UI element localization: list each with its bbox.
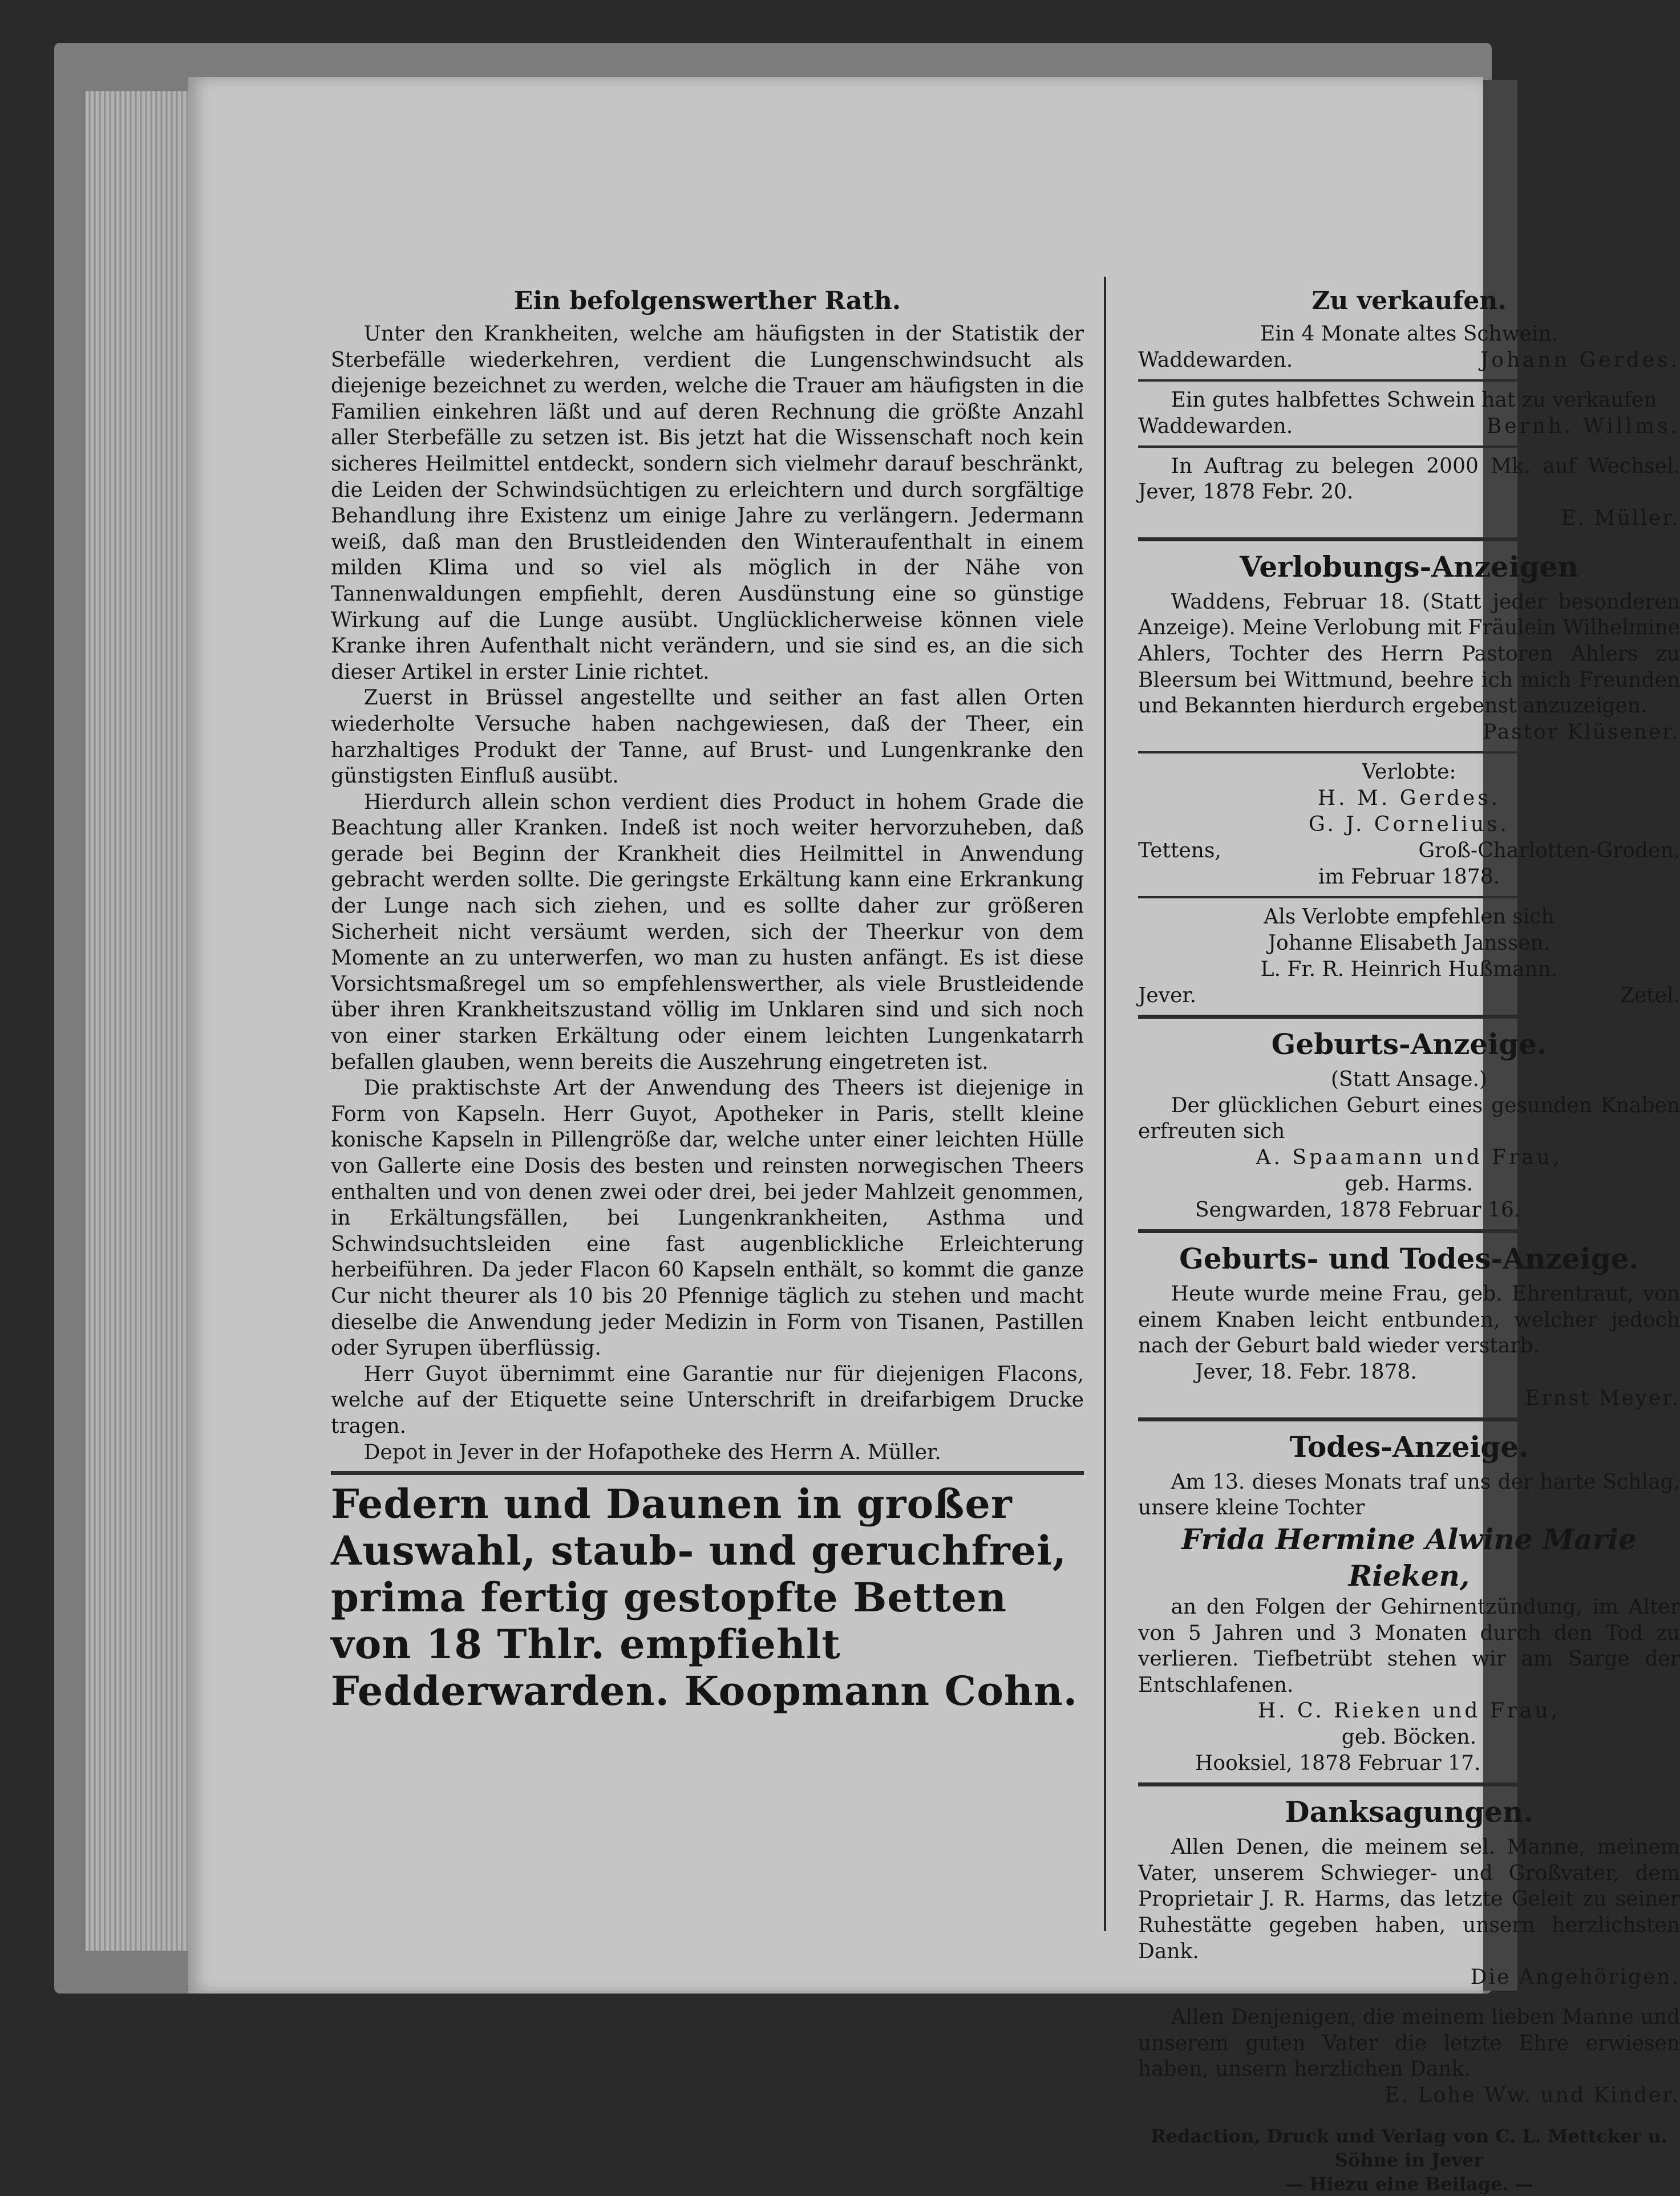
supplement-note: — Hiezu eine Beilage. — — [1285, 2173, 1533, 2195]
separator — [1138, 379, 1680, 382]
deceased-name: Frida Hermine Alwine Marie — [1181, 1522, 1637, 1556]
thanks2-text: Allen Denjenigen, die meinem lieben Manne und unserem guten Vater die letzte Ehre erwiesen haben, unsern herzlichen Dank. — [1138, 2005, 1680, 2081]
sale1-signature — [1138, 347, 1680, 374]
engaged2-name: Johanne Elisabeth Janssen. — [1268, 931, 1551, 955]
article-paragraph: Hierdurch allein schon verdient dies Product in hohem Grade die Beachtung aller Kranken. Indeß ist noch weiter hervorzuheben, daß gerade bei Beginn der Krankheit dies Heilmittel in Anwendung gebracht werden sollte. Die geringste Erkältung kann eine Erkrankung der Lunge nach sich ziehen, und es sollte daher zur größeren Sicherheit nicht versäumt werden, sich der Theerkur von dem Momente an zu unterwerfen, wo man zu husten anfängt. Es ist diese Vorsichtsmaßregel um so empfehlenswerther, als viele Brustleidende über ihren Krankheitszustand völlig im Unklaren sind und sich noch von einer starken Erkältung oder einem leichten Lungenkatarrh befallen glauben, wenn bereits die Auszehrung eingetreten ist. — [331, 790, 1084, 1074]
engaged-name: G. J. Cornelius. — [1309, 812, 1509, 836]
engaged2-place-left: Jever. — [1138, 983, 1197, 1007]
birth-subtitle: (Statt Ansage.) — [1331, 1067, 1487, 1091]
thanks1-signature: Die Angehörigen. — [1470, 1966, 1680, 1990]
birth-name: A. Spaamann und Frau, — [1256, 1145, 1562, 1169]
engaged-label: Verlobte: — [1362, 760, 1456, 784]
engagement-title: Verlobungs-Anzeigen — [1240, 549, 1578, 584]
engagement-signature: Pastor Klüsener. — [1483, 720, 1680, 744]
ad-line: von 18 Thlr. empfiehlt — [331, 1620, 841, 1668]
right-column — [1138, 282, 1680, 2196]
birthdeath-title: Geburts- und Todes-Anzeige. — [1179, 1241, 1639, 1275]
left-column — [331, 282, 1084, 1715]
sale2-signature — [1138, 414, 1680, 440]
engaged2-place-right: Zetel. — [1620, 983, 1680, 1007]
engaged-place-left: Tettens, — [1138, 838, 1221, 862]
loan-text: In Auftrag zu belegen 2000 Mk. auf Wechsel. Jever, 1878 Febr. 20. — [1138, 454, 1680, 504]
engaged2-intro: Als Verlobte empfehlen sich — [1264, 905, 1554, 929]
ad-line: Federn und Daunen in großer — [331, 1480, 1013, 1528]
article-paragraph: Zuerst in Brüssel angestellte und seither an fast allen Orten wiederholte Versuche haben nachgewiesen, daß der Theer, ein harzhaltiges Produkt der Tanne, auf Brust- und Lungenkranke den günstigsten Einfluß ausübt. — [331, 686, 1084, 788]
ad-line: Auswahl, staub- und geruchfrei, — [331, 1527, 1067, 1575]
birthdeath-signature: Ernst Meyer. — [1525, 1386, 1680, 1410]
thanks2-signature: E. Lohe Ww. und Kinder. — [1385, 2084, 1680, 2108]
newspaper-page — [188, 77, 1680, 2195]
article-title: Ein befolgenswerther Rath. — [513, 286, 901, 315]
article-paragraph: Unter den Krankheiten, welche am häufigsten in der Statistik der Sterbefälle wiederkehren, verdient die Lungenschwindsucht als diejenige bezeichnet zu werden, welche die Trauer am häufigsten in die Familien einkehren läßt und auf deren Rechnung die größte Anzahl aller Sterbefälle zu setzen ist. Bis jetzt hat die Wissenschaft noch kein sicheres Heilmittel entdeckt, sondern sich vielmehr darauf beschränkt, die Leiden der Schwindsüchtigen zu erleichtern und durch sorgfältige Behandlung ihre Existenz um einige Jahre zu verlängern. Jedermann weiß, daß man den Brustleidenden den Winteraufenthalt in einem milden Klima und so viel als möglich in der Nähe von Tannenwaldungen empfiehlt, deren Ausdünstung eine so günstige Wirkung auf die Lunge ausübt. Unglücklicherweise können viele Kranke ihren Aufenthalt nicht verändern, und sie sind es, an die sich dieser Artikel in erster Linie richtet. — [331, 322, 1084, 684]
separator — [1138, 1417, 1680, 1421]
death-date: Hooksiel, 1878 Februar 17. — [1195, 1752, 1481, 1776]
separator — [1138, 1782, 1680, 1786]
article-paragraph: Depot in Jever in der Hofapotheke des Herrn A. Müller. — [363, 1440, 941, 1464]
birth-name: geb. Harms. — [1345, 1172, 1473, 1196]
thanks1-text: Allen Denen, die meinem sel. Manne, meinem Vater, unserem Schwieger- und Großvater, dem Proprietair J. R. Harms, das letzte Geleit zu seiner Ruhestätte gegeben haben, unsern herzlichsten Dank. — [1138, 1836, 1680, 1963]
feather-advertisement — [331, 1481, 1084, 1715]
death-text: Am 13. dieses Monats traf uns der harte Schlag, unsere kleine Tochter — [1138, 1470, 1680, 1520]
separator — [1138, 1996, 1680, 1999]
sale-title: Zu verkaufen. — [1311, 286, 1507, 315]
birth-text: Der glücklichen Geburt eines gesunden Knaben erfreuten sich — [1138, 1093, 1680, 1144]
birthdeath-date: Jever, 18. Febr. 1878. — [1195, 1360, 1417, 1384]
separator — [1138, 2114, 1680, 2118]
sale1-place: Waddewarden. — [1138, 349, 1293, 372]
article-paragraph: Herr Guyot übernimmt eine Garantie nur für diejenigen Flacons, welche auf der Etiquette seine Unterschrift in dreifarbigem Drucke tragen. — [331, 1362, 1084, 1438]
death-text: an den Folgen der Gehirnentzündung, im Alter von 5 Jahren und 3 Monaten durch den Tod zu verlieren. Tiefbetrübt stehen wir am Sarge der Entschlafenen. — [1138, 1595, 1680, 1697]
death-signature: geb. Böcken. — [1341, 1725, 1477, 1749]
death-signature: H. C. Rieken und Frau, — [1257, 1699, 1561, 1723]
birth-date: Sengwarden, 1878 Februar 16. — [1195, 1198, 1521, 1222]
sale2-place: Waddewarden. — [1138, 414, 1293, 438]
sale2-name: Bernh. Willms. — [1486, 414, 1680, 438]
sale1-text: Ein 4 Monate altes Schwein. — [1260, 322, 1558, 346]
separator — [1138, 751, 1680, 753]
sale2-text: Ein gutes halbfettes Schwein hat zu verkaufen — [1171, 388, 1657, 412]
engaged-places — [1138, 838, 1680, 864]
separator — [1138, 896, 1680, 898]
separator — [1138, 537, 1680, 541]
engaged2-places — [1138, 983, 1680, 1009]
loan-name: E. Müller. — [1561, 506, 1680, 530]
separator — [1138, 1229, 1680, 1233]
birth-title: Geburts-Anzeige. — [1271, 1027, 1547, 1061]
separator — [331, 1471, 1084, 1475]
thanks-title: Danksagungen. — [1285, 1795, 1533, 1829]
deceased-surname: Rieken, — [1348, 1558, 1470, 1593]
ad-line: prima fertig gestopfte Betten — [331, 1574, 1007, 1622]
engaged-date: im Februar 1878. — [1318, 865, 1500, 889]
article-paragraph: Die praktischste Art der Anwendung des Theers ist diejenige in Form von Kapseln. Herr Guyot, Apotheker in Paris, stellt kleine konische Kapseln in Pillengröße dar, welche unter einer leichten Hülle von Gallerte eine Dosis des besten und reinsten norwegischen Theers enthalten und von denen zwei oder drei, bei jeder Mahlzeit genommen, in Erkältungsfällen, bei Lungenkrankheiten, Asthma und Schwindsuchtsleiden eine fast augenblickliche Erleichterung herbeiführen. Da jeder Flacon 60 Kapseln enthält, so kommt die ganze Cur nicht theurer als 10 bis 20 Pfennige täglich zu stehen und macht dieselbe die Anwendung jeder Medizin in Form von Tisanen, Pastillen oder Syrupen überflüssig. — [331, 1076, 1084, 1360]
engaged-place-right: Groß-Charlotten-Groden, — [1418, 838, 1680, 862]
sale1-name: Johann Gerdes. — [1480, 349, 1680, 372]
separator — [1138, 445, 1680, 448]
birthdeath-text: Heute wurde meine Frau, geb. Ehrentraut, von einem Knaben leicht entbunden, welcher jedoch nach der Geburt bald wieder verstarb. — [1138, 1282, 1680, 1358]
engaged2-name: L. Fr. R. Heinrich Hußmann. — [1260, 957, 1558, 981]
engaged-name: H. M. Gerdes. — [1317, 786, 1501, 810]
imprint: Redaction, Druck und Verlag von C. L. Mettcker u. Söhne in Jever — [1151, 2125, 1667, 2171]
engagement-text: Waddens, Februar 18. (Statt jeder besonderen Anzeige). Meine Verlobung mit Fräulein Wilhelmine Ahlers, Tochter des Herrn Pastoren Ahlers zu Bleersum bei Wittmund, beehre ich mich Freunden und Bekannten hierdurch ergebenst anzuzeigen. — [1138, 590, 1680, 718]
ad-line: Fedderwarden. Koopmann Cohn. — [331, 1667, 1078, 1715]
death-title: Todes-Anzeige. — [1289, 1429, 1529, 1464]
separator — [1138, 1015, 1680, 1019]
column-divider — [1104, 277, 1106, 1931]
